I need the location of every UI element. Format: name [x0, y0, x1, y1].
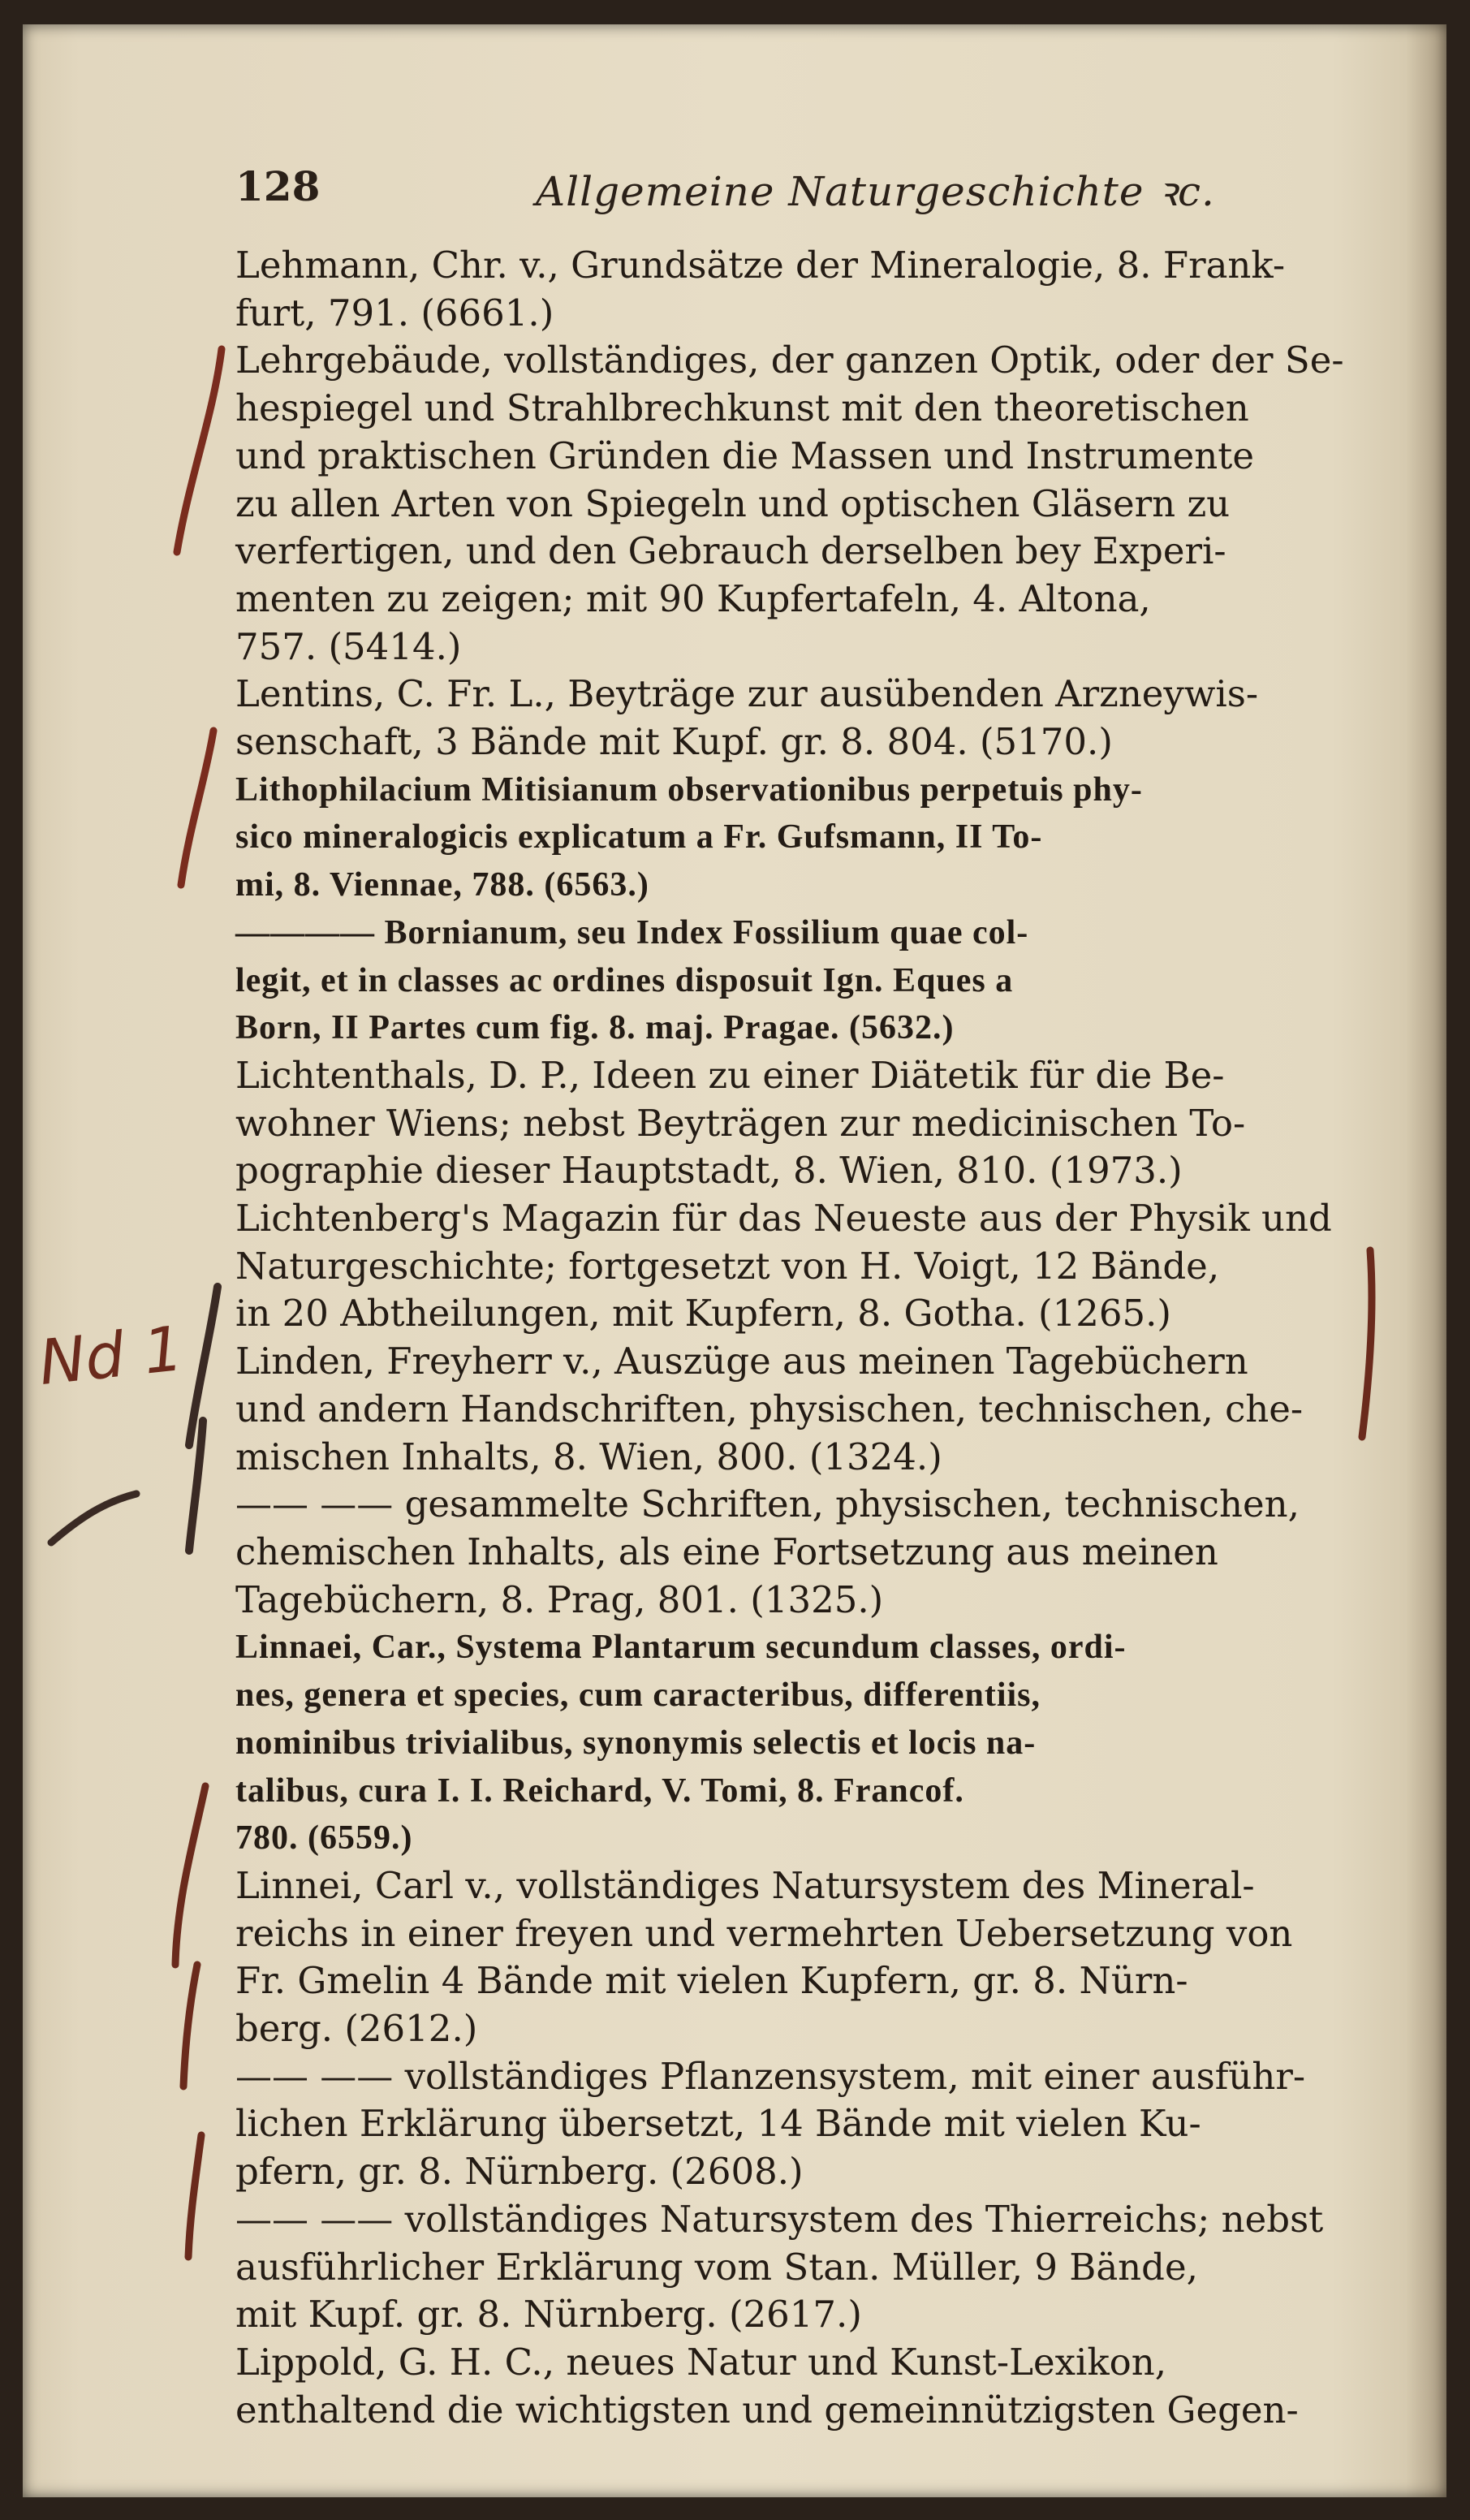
entry-line: Linnei, Carl v., vollständiges Natursystem des Mineral-: [235, 1863, 1255, 1907]
entry-lichtenberg: [235, 1195, 1356, 1338]
entry-line: nominibus trivialibus, synonymis selectis et locis na-: [235, 1724, 1037, 1762]
entry-line: sico mineralogicis explicatum a Fr. Gufsmann, II To-: [235, 818, 1043, 857]
running-title: Allgemeine Naturgeschichte ꝛc.: [536, 168, 1215, 215]
entry-line: reichs in einer freyen und vermehrten Uebersetzung von: [235, 1911, 1293, 1955]
entry-line: 757. (5414.): [235, 624, 462, 668]
entry-lippold: [235, 2339, 1356, 2434]
entry-line: hespiegel und Strahlbrechkunst mit den theoretischen: [235, 386, 1249, 430]
entry-line: zu allen Arten von Spiegeln und optischen Gläsern zu: [235, 481, 1231, 525]
entry-line: —— —— vollständiges Natursystem des Thierreichs; nebst: [235, 2197, 1324, 2241]
entry-line: Lippold, G. H. C., neues Natur und Kunst-Lexikon,: [235, 2340, 1167, 2384]
entry-line: mi, 8. Viennae, 788. (6563.): [235, 866, 649, 904]
entry-lentins: [235, 671, 1356, 766]
entry-line: in 20 Abtheilungen, mit Kupfern, 8. Gotha. (1265.): [235, 1292, 1171, 1336]
entry-line: legit, et in classes ac ordines disposuit Ign. Eques a: [235, 961, 1014, 999]
entry-linnei3: [235, 2196, 1356, 2339]
entry-line: —— —— gesammelte Schriften, physischen, technischen,: [235, 1482, 1300, 1526]
page-number: 128: [235, 162, 321, 210]
entry-line: lichen Erklärung übersetzt, 14 Bände mit vielen Ku-: [235, 2102, 1201, 2146]
margin-note-nd1: Nd 1: [35, 1311, 187, 1400]
entry-line: Lehmann, Chr. v., Grundsätze der Mineralogie, 8. Frank-: [235, 244, 1286, 287]
entry-line: mit Kupf. gr. 8. Nürnberg. (2617.): [235, 2293, 862, 2337]
entry-line: und praktischen Gründen die Massen und Instrumente: [235, 434, 1254, 477]
entry-line: Naturgeschichte; fortgesetzt von H. Voigt, 12 Bände,: [235, 1244, 1220, 1288]
entry-line: nes, genera et species, cum caracteribus, differentiis,: [235, 1676, 1041, 1715]
entry-lehmann: [235, 242, 1356, 337]
entry-linnei2: [235, 2053, 1356, 2196]
margin-pencil-marks: [23, 24, 234, 2497]
entry-line: chemischen Inhalts, als eine Fortsetzung aus meinen: [235, 1530, 1218, 1573]
entry-line: Lichtenthals, D. P., Ideen zu einer Diätetik für die Be-: [235, 1053, 1225, 1097]
page-gutter-shadow: [1406, 24, 1446, 2497]
page-header: [235, 162, 1291, 219]
entry-linnei1: [235, 1862, 1356, 2053]
entry-list: [235, 242, 1356, 2434]
entry-line: Tagebüchern, 8. Prag, 801. (1325.): [235, 1577, 884, 1621]
entry-lehrgebaeude: [235, 337, 1356, 671]
entry-line: Fr. Gmelin 4 Bände mit vielen Kupfern, gr. 8. Nürn-: [235, 1959, 1188, 2003]
entry-lichtenthals: [235, 1052, 1356, 1195]
entry-line: menten zu zeigen; mit 90 Kupfertafeln, 4. Altona,: [235, 576, 1151, 620]
entry-line: Lithophilacium Mitisianum observationibus perpetuis phy-: [235, 770, 1143, 809]
entry-line: berg. (2612.): [235, 2007, 478, 2051]
entry-linden2: [235, 1481, 1356, 1624]
entry-lithophilacium: [235, 766, 1356, 909]
entry-bornianum: [235, 909, 1356, 1052]
entry-line: ausführlicher Erklärung vom Stan. Müller, 9 Bände,: [235, 2245, 1198, 2289]
entry-line: wohner Wiens; nebst Beyträgen zur medicinischen To-: [235, 1101, 1246, 1145]
entry-line: und andern Handschriften, physischen, technischen, che-: [235, 1387, 1304, 1430]
entry-line: Born, II Partes cum fig. 8. maj. Pragae. (5632.): [235, 1009, 955, 1047]
entry-linnaei: [235, 1624, 1356, 1862]
entry-line: —— —— vollständiges Pflanzensystem, mit einer ausführ-: [235, 2054, 1306, 2098]
entry-line: Lichtenberg's Magazin für das Neueste aus der Physik und: [235, 1197, 1332, 1241]
entry-line: mischen Inhalts, 8. Wien, 800. (1324.): [235, 1435, 942, 1478]
entry-line: enthaltend die wichtigsten und gemeinnützigsten Gegen-: [235, 2388, 1299, 2432]
entry-line: verfertigen, und den Gebrauch derselben bey Experi-: [235, 529, 1226, 573]
entry-line: 780. (6559.): [235, 1819, 413, 1858]
entry-line: pfern, gr. 8. Nürnberg. (2608.): [235, 2150, 804, 2194]
entry-line: Linden, Freyherr v., Auszüge aus meinen Tagebüchern: [235, 1340, 1248, 1383]
entry-line: furt, 791. (6661.): [235, 291, 554, 334]
entry-line: Lehrgebäude, vollständiges, der ganzen Optik, oder der Se-: [235, 339, 1344, 382]
entry-line: Lentins, C. Fr. L., Beyträge zur ausübenden Arzneywis-: [235, 672, 1259, 716]
entry-line: talibus, cura I. I. Reichard, V. Tomi, 8. Francof.: [235, 1771, 964, 1810]
entry-line: senschaft, 3 Bände mit Kupf. gr. 8. 804. (5170.): [235, 720, 1113, 764]
entry-line: ———— Bornianum, seu Index Fossilium quae col-: [235, 913, 1029, 951]
entry-line: Linnaei, Car., Systema Plantarum secundum classes, ordi-: [235, 1629, 1127, 1667]
book-page: [23, 24, 1446, 2497]
entry-linden1: [235, 1338, 1356, 1481]
entry-line: pographie dieser Hauptstadt, 8. Wien, 810. (1973.): [235, 1149, 1183, 1193]
